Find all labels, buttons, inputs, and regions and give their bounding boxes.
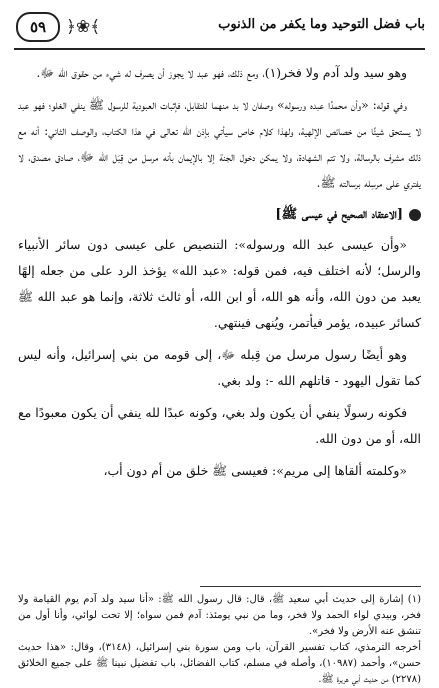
ornament-icon: ﴿❀﴾ [66, 17, 101, 37]
section-title: [الاعتقاد الصحيح في عيسى ﷺ] [275, 207, 403, 222]
running-title: باب فضل التوحيد وما يكفر من الذنوب [218, 17, 425, 32]
page-header [14, 8, 425, 50]
footnote-divider [200, 586, 421, 587]
paragraph-6: «وكلمته ألقاها إلى مريم»: فعيسى ﷺ خلق من أم دون أب، [103, 463, 407, 478]
paragraph-4: وهو أيضًا رسول مرسل من قِبله ﷻ، إلى قومه من بني إسرائيل، وأنه ليس كما تقول اليهود - قاتلهم الله -: ولد بغي. [18, 347, 421, 388]
bullet-icon [409, 209, 421, 221]
paragraph-1: وهو سيد ولد آدم ولا فخر(١)، ومع ذلك، فهو عبد لا يجوز أن يصرف له شيء من حقوق الله ﷻ. [36, 65, 407, 80]
section-heading [18, 202, 421, 228]
footnote-1: (١) إشارة إلى حديث أبي سعيد ﷺ، قال: قال رسول الله ﷺ: «أنا سيد ولد آدم يوم القيامة ولا فخر، وبيدي لواء الحمد ولا فخر، وما من نبي يومئذ: آدم فمن سواه؛ إلا تحت لوائي، وأنا أول من تنشق عنه الأرض ولا فخر». [18, 594, 421, 637]
footnotes [18, 592, 421, 688]
paragraph-3: «وأن عيسى عبد الله ورسوله»: التنصيص على عيسى دون سائر الأنبياء والرسل؛ لأنه اختلف فيه، فمن قوله: «عبد الله» يؤخذ الرد على من جعله إلهًا يعبد من دون الله، وأنه هو الله، أو ابن الله، أو ثالث ثلاثة، وإنما هو عبد الله ﷺ كسائر عبيده، يؤمر فيأتمر، ويُنهى فينتهي. [18, 237, 421, 330]
paragraph-2: وفي قوله: «وأن محمدًا عبده ورسوله» وصفان لا بد منهما للتقابل، فإثبات العبودية للرسول ﷺ ينفي الغلو؛ فهو عبد لا يستحق شيئًا من خصائص الإلهية، ولهذا كلام خاص سيأتي بإذن الله تعالى في هذا الكتاب، والوصف الثاني: أنه مع ذلك مشرف بالرسالة، ولا تتم الشهادة، ولا يمكن دخول الجنة إلا بالإيمان بأنه مرسل من قِبَل الله ﷻ، صادق مصدق، لا يفتري على مرسِله برسالته ﷺ. [18, 97, 421, 190]
page-number: ٥٩ [16, 12, 60, 42]
footnote-2: أخرجه الترمذي، كتاب تفسير القرآن، باب ومن سورة بني إسرائيل، (٣١٤٨)، وقال: «هذا حديث حسن»، وأحمد (١٠٩٨٧)، وأصله في مسلم، كتاب الفضائل، باب تفضيل نبينا ﷺ على جميع الخلائق (٢٢٧٨) من حديث أبي هريرة ﷺ. [18, 642, 421, 685]
paragraph-5: فكونه رسولًا ينفي أن يكون ولد بغي، وكونه عبدًا لله ينفي أن يكون معبودًا مع الله، أو من دون الله. [18, 405, 421, 446]
main-text [18, 60, 421, 490]
